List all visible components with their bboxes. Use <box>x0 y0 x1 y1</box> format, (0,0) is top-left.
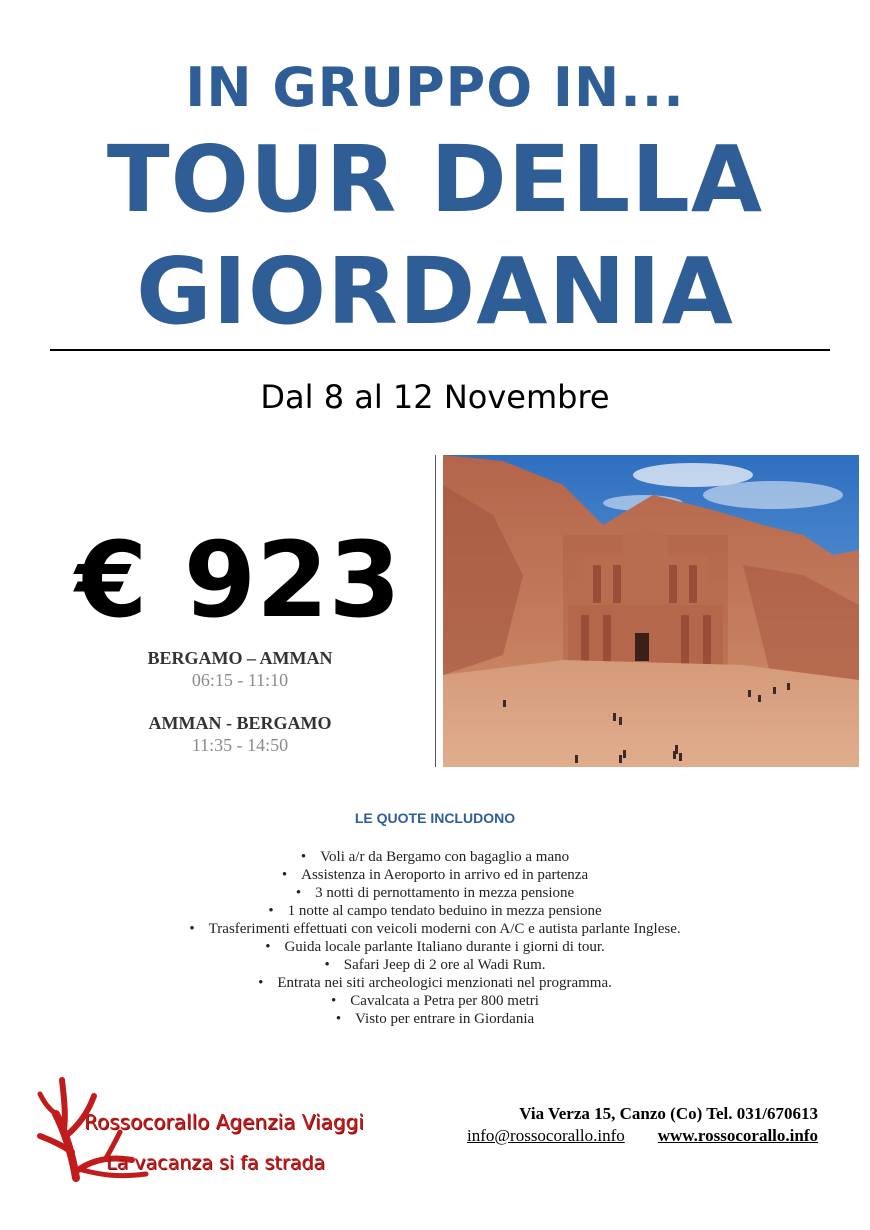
includes-item: • 3 notti di pernottamento in mezza pensione <box>0 884 870 902</box>
includes-item: • Trasferimenti effettuati con veicoli moderni con A/C e autista parlante Inglese. <box>0 920 870 938</box>
includes-item: • Voli a/r da Bergamo con bagaglio a mano <box>0 848 870 866</box>
includes-item: • Assistenza in Aeroporto in arrivo ed in partenza <box>0 866 870 884</box>
includes-item: • Visto per entrare in Giordania <box>0 1010 870 1028</box>
flight-outbound-time: 06:15 - 11:10 <box>191 670 289 690</box>
flight-return-route: AMMAN - BERGAMO <box>148 713 332 733</box>
includes-item: • Cavalcata a Petra per 800 metri <box>0 992 870 1010</box>
heading-divider <box>50 349 830 351</box>
brand-tagline: La vacanza si fa strada <box>106 1152 326 1174</box>
travel-dates: Dal 8 al 12 Novembre <box>260 378 610 416</box>
heading-title-line2: GIORDANIA <box>136 238 734 345</box>
petra-monastery-photo <box>443 455 859 767</box>
flight-outbound-route: BERGAMO – AMMAN <box>147 648 333 668</box>
contact-email-link[interactable]: info@rossocorallo.info <box>467 1126 625 1145</box>
flight-return-time: 11:35 - 14:50 <box>191 735 289 755</box>
brand-name: Rossocorallo Agenzia Viaggi <box>84 1110 364 1134</box>
includes-item: • Guida locale parlante Italiano durante i giorni di tour. <box>0 938 870 956</box>
includes-title: LE QUOTE INCLUDONO <box>354 810 516 826</box>
includes-item: • 1 notte al campo tendato beduino in mezza pensione <box>0 902 870 920</box>
price: € 923 <box>75 519 401 641</box>
includes-list <box>0 848 870 1028</box>
includes-item: • Safari Jeep di 2 ore al Wadi Rum. <box>0 956 870 974</box>
contact-website-link[interactable]: www.rossocorallo.info <box>657 1126 818 1145</box>
column-divider <box>435 455 436 767</box>
heading-intro: IN GRUPPO IN... <box>185 56 685 119</box>
contact-address: Via Verza 15, Canzo (Co) Tel. 031/670613 <box>519 1104 818 1123</box>
includes-item: • Entrata nei siti archeologici menzionati nel programma. <box>0 974 870 992</box>
heading-title-line1: TOUR DELLA <box>106 126 764 233</box>
